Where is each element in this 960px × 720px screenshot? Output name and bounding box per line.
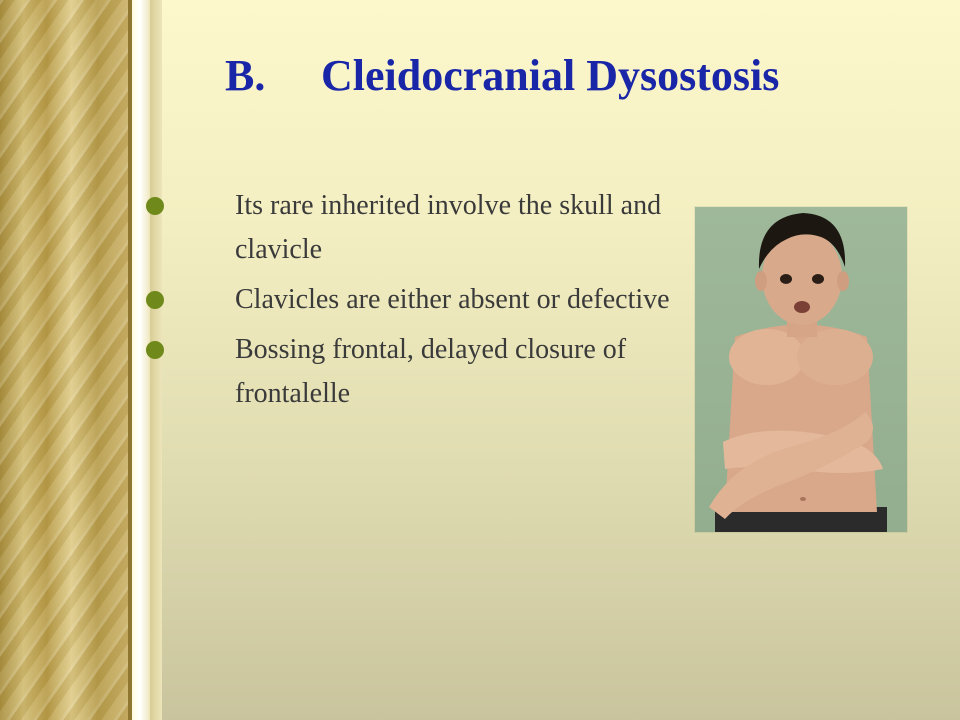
- title-section-letter: B.: [225, 51, 266, 100]
- bullet-item-3: [140, 328, 700, 416]
- left-eye-shape: [780, 274, 792, 284]
- bullet-text: Clavicles are either absent or defective: [235, 284, 670, 315]
- bullet-list: [140, 184, 700, 422]
- bullet-item-2: [140, 278, 700, 322]
- slide-title: [225, 48, 925, 104]
- mouth-shape: [794, 301, 810, 313]
- left-ear-shape: [755, 271, 767, 291]
- child-photo: [695, 207, 907, 532]
- right-ear-shape: [837, 271, 849, 291]
- bullet-dot-icon: [146, 197, 164, 215]
- bullet-text: Its rare inherited involve the skull and clavicle: [235, 190, 662, 265]
- right-shoulder-shape: [797, 329, 873, 385]
- decorative-left-band: [0, 0, 130, 720]
- title-text: Cleidocranial Dysostosis: [321, 51, 780, 100]
- right-eye-shape: [812, 274, 824, 284]
- left-shoulder-shape: [729, 329, 805, 385]
- navel-shape: [800, 497, 806, 501]
- bullet-item-1: [140, 184, 700, 272]
- child-illustration: [695, 207, 907, 532]
- bullet-dot-icon: [146, 291, 164, 309]
- bullet-text: Bossing frontal, delayed closure of frontalelle: [235, 334, 627, 409]
- bullet-dot-icon: [146, 341, 164, 359]
